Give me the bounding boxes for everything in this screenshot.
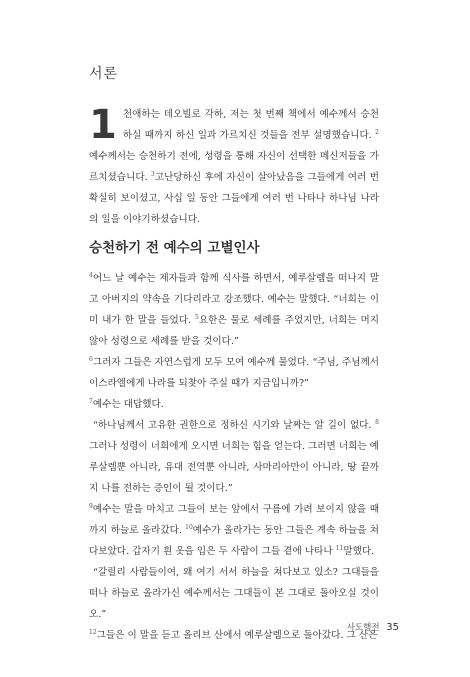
verse-text-8: 그러나 성령이 너희에게 오시면 너희는 힘을 얻는다. 그러면 너희는 예루살렘뿐 아니라, 유대 전역뿐 아니라, 사마리아만이 아니라, 땅 끝까지 나를 전하는 증인이 될 것이다.”	[89, 441, 379, 494]
verse-number-7: 7	[89, 397, 93, 405]
verse-text-5: 요한은 물로 세례를 주었지만, 너희는 머지않아 성령으로 세례를 받을 것이다.”	[89, 315, 379, 347]
page-footer	[347, 621, 399, 633]
verse-number-3: 3	[151, 170, 155, 178]
verse-quote-11: “갈릴리 사람들이여, 왜 여기 서서 하늘을 쳐다보고 있소? 그대들을 떠나 하늘로 올라가신 예수께서는 그대들이 본 그대로 돌아오실 것이오.”	[89, 567, 379, 620]
verse-number-6: 6	[89, 355, 93, 363]
verse-quote-7: “하나님께서 고유한 권한으로 정하신 시기와 날짜는 알 길이 없다.	[93, 420, 372, 431]
verse-paragraph	[89, 499, 379, 562]
verse-paragraph	[89, 268, 379, 352]
running-title: 사도행전	[346, 623, 380, 633]
verse-number-8: 8	[375, 418, 379, 426]
page-number: 35	[386, 622, 399, 633]
verse-number-11: 11	[335, 544, 344, 552]
verse-number-5: 5	[195, 313, 199, 321]
verse-paragraph	[89, 562, 379, 625]
chapter-number-dropcap: 1	[89, 102, 117, 148]
chapter-heading: 승천하기 전 예수의 고별인사	[89, 240, 260, 256]
intro-text-c: 고난당하신 후에 자신이 살아났음을 그들에게 여러 번 확실히 보이셨고, 사십 일 동안 그들에게 여러 번 나타나 하나님 나라의 일을 이야기하셨습니다.	[89, 172, 379, 225]
verse-text-12: 그들은 이 말을 듣고 올리브 산에서 예루살렘으로 돌아갔다. 그 산은	[96, 630, 378, 641]
verse-text-10: 예수가 올라가는 동안 그들은 계속 하늘을 쳐다보았다. 갑자기 흰 옷을 입은 두 사람이 그들 곁에 나타나	[89, 525, 379, 557]
verse-text-7: 예수는 대답했다.	[92, 399, 164, 410]
verse-paragraph	[89, 394, 379, 415]
section-title: 서론	[89, 66, 119, 82]
intro-text-b: 예수께서는 승천하기 전에, 성령을 통해 자신이 선택한 메신저들을 가르치셨습니다.	[89, 151, 379, 183]
verse-number-2: 2	[375, 128, 379, 136]
verse-paragraph	[89, 415, 379, 499]
verse-number-12: 12	[89, 628, 97, 636]
verse-text-9: 예수는 말을 마치고 그들이 보는 앞에서 구름에 가려 보이지 않을 때까지 하늘로 올라갔다.	[89, 504, 379, 536]
verse-text-11: 말했다.	[343, 546, 375, 557]
verse-number-9: 9	[89, 502, 93, 510]
verse-text-6: 그러자 그들은 자연스럽게 모두 모여 예수께 물었다. “주님, 주님께서 이스라엘에게 나라를 되찾아 주실 때가 지금입니까?”	[89, 357, 379, 389]
intro-paragraph	[89, 104, 379, 230]
intro-text-a: 천애하는 데오빌로 각하, 저는 첫 번째 책에서 예수께서 승천하실 때까지 하신 일과 가르치신 것들을 전부 설명했습니다.	[122, 109, 379, 141]
verse-paragraph	[89, 352, 379, 394]
verse-body	[89, 268, 379, 646]
verse-number-4: 4	[89, 271, 93, 279]
verse-text-4: 어느 날 예수는 제자들과 함께 식사를 하면서, 예루살렘을 떠나지 말고 아버지의 약속을 기다리라고 강조했다. 예수는 말했다. “너희는 이미 내가 한 말을 들었다.	[89, 273, 379, 326]
verse-number-10: 10	[185, 523, 193, 531]
verse-paragraph	[89, 625, 379, 646]
